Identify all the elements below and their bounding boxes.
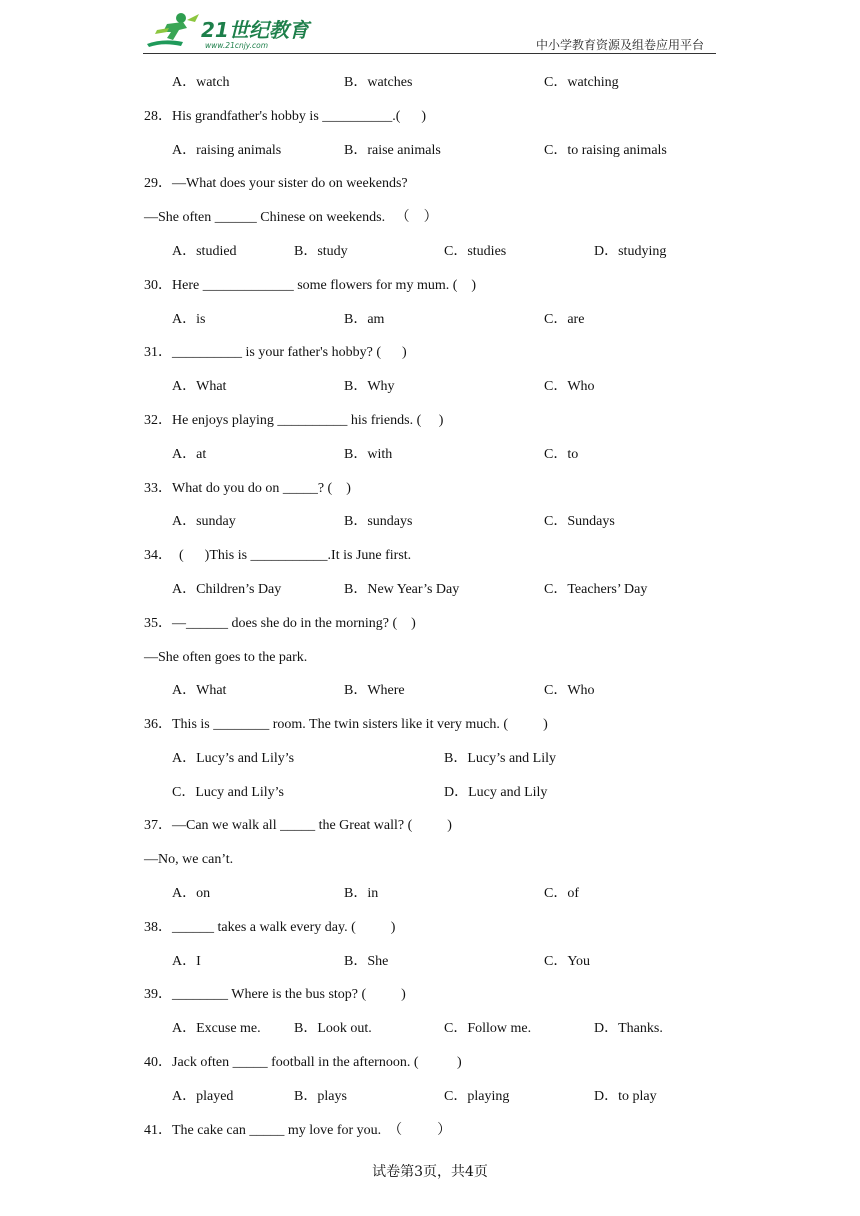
question-39: 39．________ Where is the bus stop? ( ) xyxy=(144,987,406,1002)
svg-text:www.21cnjy.com: www.21cnjy.com xyxy=(205,41,269,50)
option-a[interactable]: A．What xyxy=(172,379,227,394)
option-b[interactable]: B．watches xyxy=(344,75,413,90)
option-b[interactable]: B．Why xyxy=(344,379,395,394)
page-footer: 试卷第3页，共4页 xyxy=(372,1164,488,1180)
option-a[interactable]: A．Children’s Day xyxy=(172,582,282,597)
option-c[interactable]: C．to raising animals xyxy=(544,143,667,158)
option-c[interactable]: C．Teachers’ Day xyxy=(544,582,648,597)
option-a[interactable]: A．studied xyxy=(172,244,237,259)
option-a[interactable]: A．at xyxy=(172,447,207,462)
option-d[interactable]: D．to play xyxy=(594,1089,657,1104)
option-b[interactable]: B．study xyxy=(294,244,348,259)
question-34: 34． ( )This is ___________.It is June first. xyxy=(144,548,412,563)
option-b[interactable]: B．sundays xyxy=(344,514,413,529)
option-c[interactable]: C．You xyxy=(544,954,591,969)
logo-runner-icon xyxy=(143,10,318,52)
option-b[interactable]: B．Where xyxy=(344,683,405,698)
option-b[interactable]: B．am xyxy=(344,312,385,327)
option-c[interactable]: C．Sundays xyxy=(544,514,615,529)
option-d[interactable]: D．studying xyxy=(594,244,667,259)
option-b[interactable]: B．Look out. xyxy=(294,1021,372,1036)
question-31: 31．__________ is your father's hobby? ( ) xyxy=(144,345,407,360)
question-32: 32．He enjoys playing __________ his friends. ( ) xyxy=(144,413,444,428)
option-a[interactable]: A．I xyxy=(172,954,201,969)
option-a[interactable]: A．played xyxy=(172,1089,234,1104)
option-a[interactable]: A．What xyxy=(172,683,227,698)
question-29: 29．—What does your sister do on weekends? xyxy=(144,176,408,191)
option-b[interactable]: B．with xyxy=(344,447,393,462)
page-header xyxy=(143,10,716,56)
option-c[interactable]: C．Lucy and Lily’s xyxy=(172,785,284,800)
option-b[interactable]: B．She xyxy=(344,954,389,969)
option-c[interactable]: C．studies xyxy=(444,244,507,259)
question-37-line2: —No, we can’t. xyxy=(144,852,234,867)
option-a[interactable]: A．Excuse me. xyxy=(172,1021,261,1036)
option-a[interactable]: A．is xyxy=(172,312,206,327)
question-40: 40．Jack often _____ football in the afternoon. ( ) xyxy=(144,1055,462,1070)
question-38: 38．______ takes a walk every day. ( ) xyxy=(144,920,396,935)
question-28: 28．His grandfather's hobby is __________.( ) xyxy=(144,109,427,124)
svg-text:21世纪教育: 21世纪教育 xyxy=(201,18,309,42)
option-a[interactable]: A．raising animals xyxy=(172,143,282,158)
option-a[interactable]: A．watch xyxy=(172,75,230,90)
question-35-line2: —She often goes to the park. xyxy=(144,650,308,665)
option-b[interactable]: B．New Year’s Day xyxy=(344,582,460,597)
option-a[interactable]: A．Lucy’s and Lily’s xyxy=(172,751,295,766)
header-divider xyxy=(143,53,716,54)
option-c[interactable]: C．watching xyxy=(544,75,619,90)
question-35: 35．—______ does she do in the morning? ( ) xyxy=(144,616,416,631)
option-b[interactable]: B．Lucy’s and Lily xyxy=(444,751,556,766)
option-c[interactable]: C．are xyxy=(544,312,585,327)
option-c[interactable]: C．Follow me. xyxy=(444,1021,532,1036)
question-33: 33．What do you do on _____? ( ) xyxy=(144,481,351,496)
question-29-line2: —She often ______ Chinese on weekends. （ ） xyxy=(144,210,438,225)
question-41: 41．The cake can _____ my love for you. （ ） xyxy=(144,1123,452,1138)
option-d[interactable]: D．Lucy and Lily xyxy=(444,785,548,800)
option-d[interactable]: D．Thanks. xyxy=(594,1021,663,1036)
question-37: 37．—Can we walk all _____ the Great wall? ( ) xyxy=(144,818,452,833)
question-36: 36．This is ________ room. The twin sisters like it very much. ( ) xyxy=(144,717,548,732)
option-b[interactable]: B．in xyxy=(344,886,379,901)
logo xyxy=(143,10,318,52)
option-b[interactable]: B．plays xyxy=(294,1089,347,1104)
option-c[interactable]: C．playing xyxy=(444,1089,510,1104)
option-c[interactable]: C．Who xyxy=(544,379,595,394)
option-c[interactable]: C．Who xyxy=(544,683,595,698)
platform-name: 中小学教育资源及组卷应用平台 xyxy=(535,38,704,52)
option-c[interactable]: C．of xyxy=(544,886,579,901)
question-30: 30．Here _____________ some flowers for my mum. ( ) xyxy=(144,278,477,293)
option-b[interactable]: B．raise animals xyxy=(344,143,441,158)
option-a[interactable]: A．on xyxy=(172,886,211,901)
option-a[interactable]: A．sunday xyxy=(172,514,236,529)
option-c[interactable]: C．to xyxy=(544,447,579,462)
